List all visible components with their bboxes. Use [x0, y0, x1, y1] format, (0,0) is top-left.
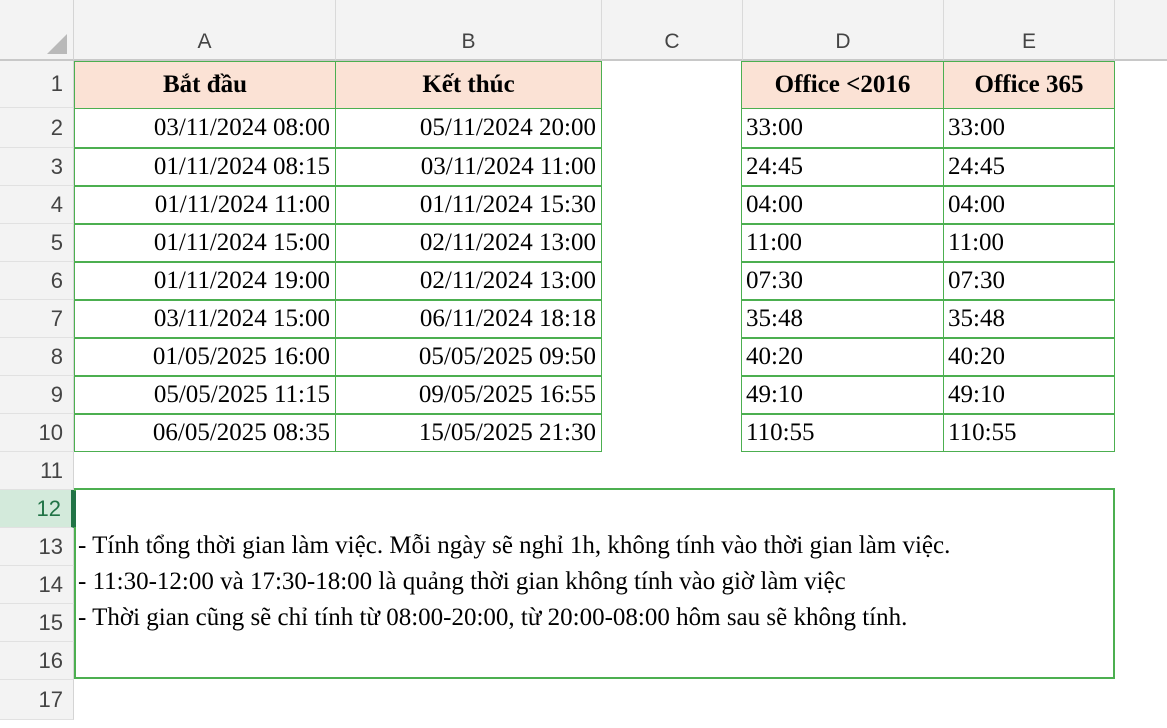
row-header-7[interactable]: 7: [0, 300, 74, 338]
column-header-b[interactable]: B: [336, 0, 602, 61]
row-header-4[interactable]: 4: [0, 186, 74, 224]
table-right-header-1[interactable]: Office <2016: [741, 61, 944, 109]
row-header-2[interactable]: 2: [0, 108, 74, 148]
table-left-header-2[interactable]: Kết thúc: [335, 61, 602, 109]
note-line-1: - Tính tổng thời gian làm việc. Mỗi ngày sẽ nghỉ 1h, không tính vào thời gian làm việc.: [78, 532, 951, 559]
row-header-16[interactable]: 16: [0, 642, 74, 680]
row-header-15[interactable]: 15: [0, 604, 74, 642]
table-left-cell[interactable]: 15/05/2025 21:30: [335, 414, 602, 452]
table-left-cell[interactable]: 06/05/2025 08:35: [74, 414, 336, 452]
table-left-cell[interactable]: 03/11/2024 08:00: [74, 108, 336, 148]
table-left-cell[interactable]: 01/11/2024 15:30: [335, 186, 602, 224]
table-right-cell[interactable]: 33:00: [943, 108, 1115, 148]
table-right-cell[interactable]: 35:48: [943, 300, 1115, 338]
table-left-cell[interactable]: 02/11/2024 13:00: [335, 224, 602, 262]
table-right-cell[interactable]: 35:48: [741, 300, 944, 338]
table-left-cell[interactable]: 09/05/2025 16:55: [335, 376, 602, 414]
table-right-cell[interactable]: 40:20: [943, 338, 1115, 376]
row-header-13[interactable]: 13: [0, 528, 74, 566]
table-left-cell[interactable]: 01/11/2024 15:00: [74, 224, 336, 262]
table-right-cell[interactable]: 49:10: [943, 376, 1115, 414]
select-all-triangle-icon: [47, 34, 67, 54]
table-right-cell[interactable]: 110:55: [943, 414, 1115, 452]
table-right-cell[interactable]: 07:30: [943, 262, 1115, 300]
table-right-cell[interactable]: 110:55: [741, 414, 944, 452]
column-header-a[interactable]: A: [74, 0, 336, 61]
row-header-14[interactable]: 14: [0, 566, 74, 604]
column-header-c[interactable]: C: [602, 0, 743, 61]
column-header-d[interactable]: D: [743, 0, 944, 61]
table-left-cell[interactable]: 06/11/2024 18:18: [335, 300, 602, 338]
active-cell-cursor: [73, 491, 76, 527]
table-left-cell[interactable]: 01/05/2025 16:00: [74, 338, 336, 376]
table-right-cell[interactable]: 11:00: [741, 224, 944, 262]
row-header-1[interactable]: 1: [0, 61, 74, 108]
row-header-6[interactable]: 6: [0, 262, 74, 300]
table-right-cell[interactable]: 11:00: [943, 224, 1115, 262]
table-right-cell[interactable]: 24:45: [741, 148, 944, 186]
row-header-5[interactable]: 5: [0, 224, 74, 262]
table-left-cell[interactable]: 05/05/2025 09:50: [335, 338, 602, 376]
column-header-filler: [1115, 0, 1167, 61]
row-header-12[interactable]: 12: [0, 490, 74, 528]
row-header-10[interactable]: 10: [0, 414, 74, 452]
row-header-17[interactable]: 17: [0, 680, 74, 720]
table-right-cell[interactable]: 04:00: [741, 186, 944, 224]
table-right-header-2[interactable]: Office 365: [943, 61, 1115, 109]
note-line-2: - 11:30-12:00 và 17:30-18:00 là quảng thời gian không tính vào giờ làm việc: [78, 568, 846, 595]
table-right-cell[interactable]: 40:20: [741, 338, 944, 376]
row-header-8[interactable]: 8: [0, 338, 74, 376]
table-left-cell[interactable]: 01/11/2024 19:00: [74, 262, 336, 300]
table-left-cell[interactable]: 02/11/2024 13:00: [335, 262, 602, 300]
row-header-3[interactable]: 3: [0, 148, 74, 186]
note-line-3: - Thời gian cũng sẽ chỉ tính từ 08:00-20:00, từ 20:00-08:00 hôm sau sẽ không tính.: [78, 604, 908, 631]
table-left-header-1[interactable]: Bắt đầu: [74, 61, 336, 109]
table-right-cell[interactable]: 24:45: [943, 148, 1115, 186]
column-header-e[interactable]: E: [944, 0, 1115, 61]
table-right-cell[interactable]: 07:30: [741, 262, 944, 300]
table-right-cell[interactable]: 49:10: [741, 376, 944, 414]
row-header-9[interactable]: 9: [0, 376, 74, 414]
table-left-cell[interactable]: 03/11/2024 15:00: [74, 300, 336, 338]
row-header-11[interactable]: 11: [0, 452, 74, 490]
select-all-corner[interactable]: [0, 0, 74, 61]
table-left-cell[interactable]: 05/11/2024 20:00: [335, 108, 602, 148]
table-right-cell[interactable]: 04:00: [943, 186, 1115, 224]
table-left-cell[interactable]: 03/11/2024 11:00: [335, 148, 602, 186]
table-left-cell[interactable]: 05/05/2025 11:15: [74, 376, 336, 414]
table-right-cell[interactable]: 33:00: [741, 108, 944, 148]
table-left-cell[interactable]: 01/11/2024 08:15: [74, 148, 336, 186]
table-left-cell[interactable]: 01/11/2024 11:00: [74, 186, 336, 224]
